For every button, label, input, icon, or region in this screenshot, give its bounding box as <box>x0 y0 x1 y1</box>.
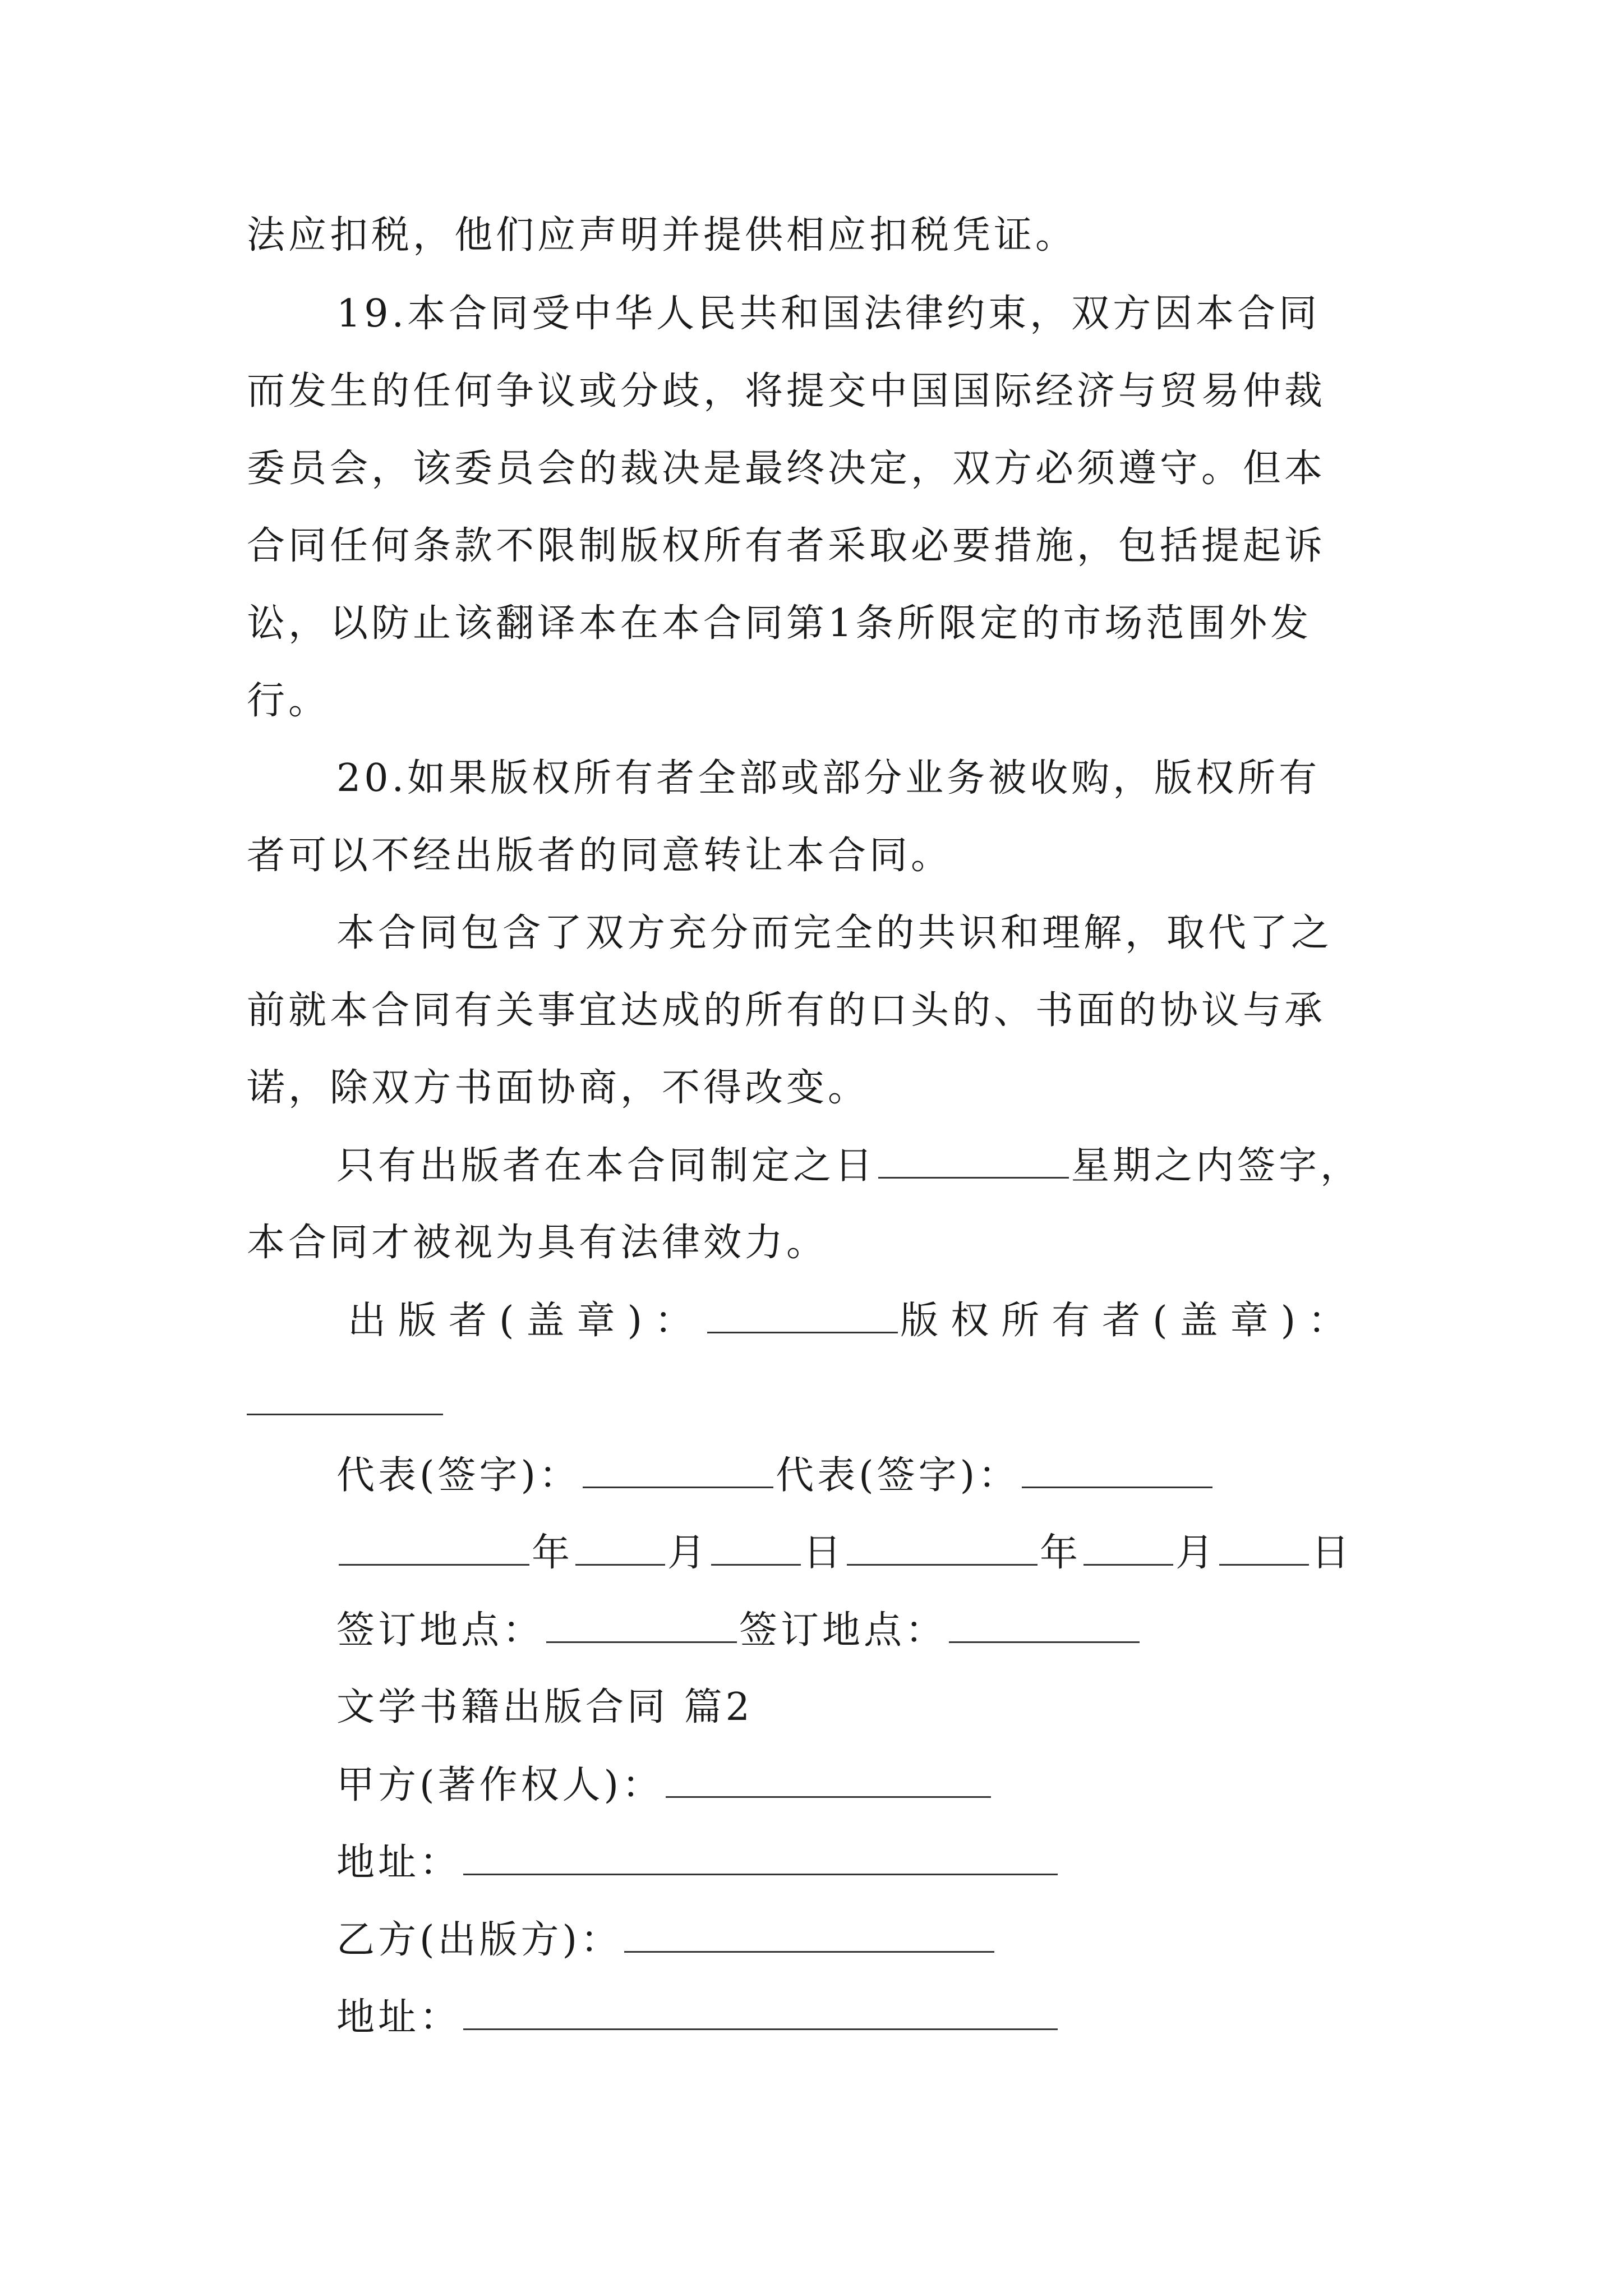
entire-agreement-line-1: 本合同包含了双方充分而完全的共识和理解，取代了之 <box>336 911 1333 955</box>
owner-seal-label: 版权所有者(盖章)： <box>900 1299 1359 1343</box>
para19-line-4: 合同任何条款不限制版权所有者采取必要措施，包括提起诉 <box>247 524 1326 568</box>
party-a-label: 甲方(著作权人)： <box>336 1763 664 1807</box>
weeks-blank[interactable] <box>878 1138 1069 1179</box>
day-label: 日 <box>803 1531 845 1575</box>
publisher-place-label: 签订地点： <box>336 1608 545 1653</box>
para19-line-2: 而发生的任何争议或分歧，将提交中国国际经济与贸易仲裁 <box>247 369 1326 413</box>
publisher-year-blank[interactable] <box>339 1525 529 1566</box>
owner-place-blank[interactable] <box>949 1602 1140 1643</box>
signing-deadline-line-1 <box>336 1138 1481 1194</box>
party-a-blank[interactable] <box>666 1757 991 1798</box>
owner-place-label: 签订地点： <box>739 1608 947 1653</box>
publisher-seal-label: 出版者(盖章)： <box>348 1299 706 1343</box>
para19-line-6: 行。 <box>247 679 330 723</box>
party-b-address-label: 地址： <box>336 1995 462 2040</box>
entire-agreement-line-3: 诺，除双方书面协商，不得改变。 <box>247 1066 870 1110</box>
owner-day-blank[interactable] <box>1219 1525 1309 1566</box>
party-a-address-blank[interactable] <box>463 1834 1058 1875</box>
party-b-line <box>336 1912 1481 1968</box>
seal-line <box>348 1292 1492 1349</box>
para19-line-1: 19.本合同受中华人民共和国法律约束，双方因本合同 <box>336 292 1321 336</box>
signing-deadline-text-a: 只有出版者在本合同制定之日 <box>336 1144 877 1188</box>
owner-year-blank[interactable] <box>847 1525 1038 1566</box>
para20-line-1: 20.如果版权所有者全部或部分业务被收购，版权所有 <box>336 756 1321 800</box>
month-label: 月 <box>1175 1531 1218 1575</box>
para18-tail: 法应扣税，他们应声明并提供相应扣税凭证。 <box>247 213 1077 257</box>
party-a-address-label: 地址： <box>336 1841 462 1885</box>
representative-line <box>336 1447 1481 1504</box>
party-a-line <box>336 1757 1481 1814</box>
signing-deadline-text-b: 星期之内签字， <box>1071 1144 1362 1188</box>
para20-line-2: 者可以不经出版者的同意转让本合同。 <box>247 834 953 878</box>
owner-rep-blank[interactable] <box>1022 1447 1212 1488</box>
publisher-place-blank[interactable] <box>546 1602 737 1643</box>
party-b-address-blank[interactable] <box>463 1989 1058 2030</box>
party-b-address-line <box>336 1989 1481 2046</box>
owner-month-blank[interactable] <box>1083 1525 1173 1566</box>
day-label: 日 <box>1311 1531 1353 1575</box>
owner-seal-blank[interactable] <box>247 1414 443 1415</box>
owner-rep-label: 代表(签字)： <box>776 1453 1020 1498</box>
publisher-rep-label: 代表(签字)： <box>336 1453 581 1498</box>
entire-agreement-line-2: 前就本合同有关事宜达成的所有的口头的、书面的协议与承 <box>247 988 1326 1033</box>
publisher-day-blank[interactable] <box>711 1525 801 1566</box>
signing-place-line <box>336 1602 1481 1659</box>
date-line <box>336 1525 1481 1581</box>
contract2-title: 文学书籍出版合同 篇2 <box>336 1685 753 1729</box>
publisher-rep-blank[interactable] <box>583 1447 773 1488</box>
party-a-address-line <box>336 1834 1481 1891</box>
party-b-label: 乙方(出版方)： <box>336 1918 623 1962</box>
year-label: 年 <box>532 1531 574 1575</box>
year-label: 年 <box>1040 1531 1082 1575</box>
para19-line-3: 委员会，该委员会的裁决是最终决定，双方必须遵守。但本 <box>247 447 1326 491</box>
publisher-seal-blank[interactable] <box>707 1292 898 1333</box>
publisher-month-blank[interactable] <box>575 1525 665 1566</box>
signing-deadline-line-2: 本合同才被视为具有法律效力。 <box>247 1221 828 1265</box>
party-b-blank[interactable] <box>624 1912 994 1953</box>
month-label: 月 <box>667 1531 709 1575</box>
para19-line-5: 讼，以防止该翻译本在本合同第1条所限定的市场范围外发 <box>247 601 1312 646</box>
